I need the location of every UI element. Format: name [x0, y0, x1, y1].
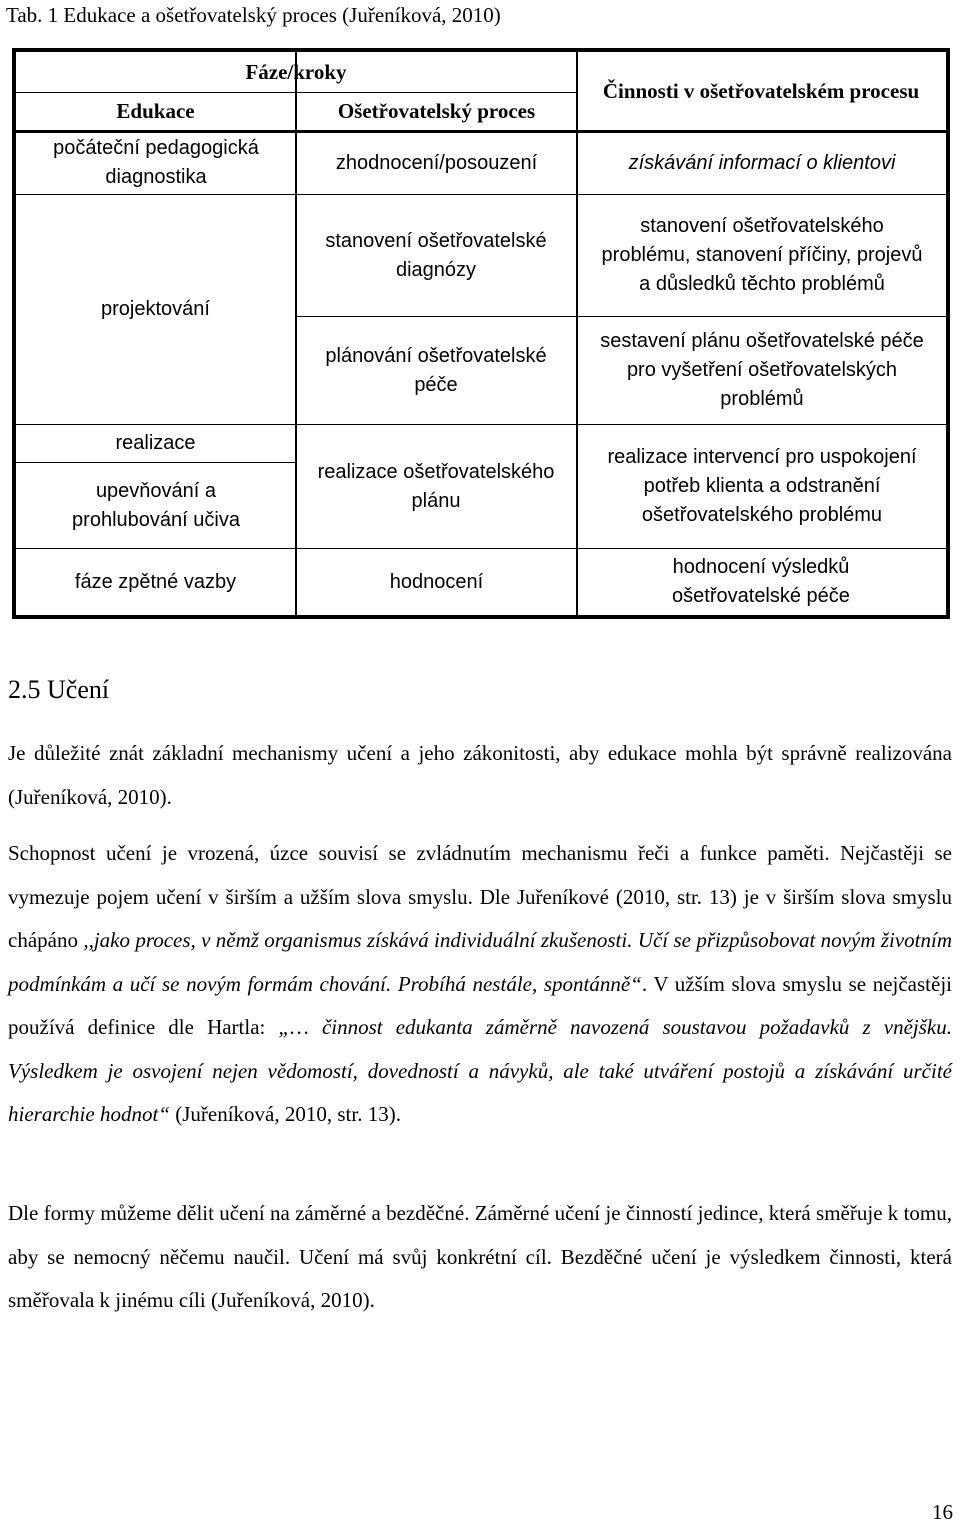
page-number: 16 — [932, 1500, 953, 1524]
edukace-r1: počáteční pedagogická diagnostika — [53, 137, 259, 188]
cinnosti-r3: sestavení plánu ošetřovatelské péče pro vyšetření ošetřovatelských problémů — [600, 330, 924, 410]
cinnosti-r1: získávání informací o klientovi — [628, 151, 896, 174]
paragraph-2-quote-1: ,,jako proces, v němž organismus získává individuální zkušenosti. Učí se přizpůsobovat novým životním podmínkám a učí se novým formám chování. Probíhá nestále, spontánně“ — [8, 928, 952, 996]
section-heading: 2.5 Učení — [8, 675, 110, 704]
proces-r5: hodnocení — [389, 570, 484, 593]
proces-r2: stanovení ošetřovatelské diagnózy — [325, 229, 547, 281]
proces-r1: zhodnocení/posouzení — [335, 151, 538, 174]
paragraph-2-quote-2: „… činnost edukanta záměrně navozená soustavou požadavků z vnějšku. Výsledkem je osvojení nejen vědomostí, dovedností a návyků, ale také utváření postojů a získávání určité hierarchie hodnot“ — [8, 1015, 952, 1126]
header-edukace: Edukace — [116, 98, 195, 123]
paragraph-2 — [8, 832, 952, 1137]
edukace-r4: fáze zpětné vazby — [74, 570, 237, 593]
edukace-table — [12, 48, 950, 619]
cinnosti-r5: hodnocení výsledků ošetřovatelské péče — [672, 556, 850, 607]
proces-r4: realizace ošetřovatelského plánu — [317, 460, 555, 512]
header-proces: Ošetřovatelský proces — [337, 98, 536, 123]
cinnosti-r4: realizace intervencí pro uspokojení potřeb klienta a odstranění ošetřovatelského problému — [607, 446, 917, 526]
paragraph-2-text-c: . V užším slova smyslu se nejčastěji používá definice dle Hartla: — [8, 971, 952, 1039]
paragraph-2-text-e: (Juřeníková, 2010, str. 13). — [169, 1102, 401, 1126]
edukace-r3b: upevňování a prohlubování učiva — [72, 479, 240, 531]
edukace-r2: projektování — [101, 298, 210, 320]
paragraph-1: Je důležité znát základní mechanismy učení a jeho zákonitosti, aby edukace mohla být správně realizována (Juřeníková, 2010). — [8, 741, 952, 809]
edukace-r3a: realizace — [115, 432, 196, 454]
proces-r3: plánování ošetřovatelské péče — [325, 344, 547, 396]
cinnosti-r2: stanovení ošetřovatelského problému, stanovení příčiny, projevů a důsledků těchto problémů — [601, 215, 923, 295]
paragraph-2-text-a: Schopnost učení je vrozená, úzce souvisí se zvládnutím mechanismu řeči a funkce paměti. Nejčastěji se vymezuje pojem učení v širším a užším slova smyslu. Dle Juřeníkové (2010, str. 13) je v širším slova smyslu chápáno — [8, 841, 952, 952]
header-cinnosti: Činnosti v ošetřovatelském procesu — [602, 78, 920, 103]
paragraph-3: Dle formy můžeme dělit učení na záměrné a bezděčné. Záměrné učení je činností jedince, která směřuje k tomu, aby se nemocný něčemu naučil. Učení má svůj konkrétní cíl. Bezděčné učení je výsledkem činnosti, která směřovala k jinému cíli (Juřeníková, 2010). — [8, 1201, 952, 1312]
table-caption: Tab. 1 Edukace a ošetřovatelský proces (Juřeníková, 2010) — [6, 3, 501, 27]
header-faze-kroky: Fáze/kroky — [245, 59, 347, 84]
